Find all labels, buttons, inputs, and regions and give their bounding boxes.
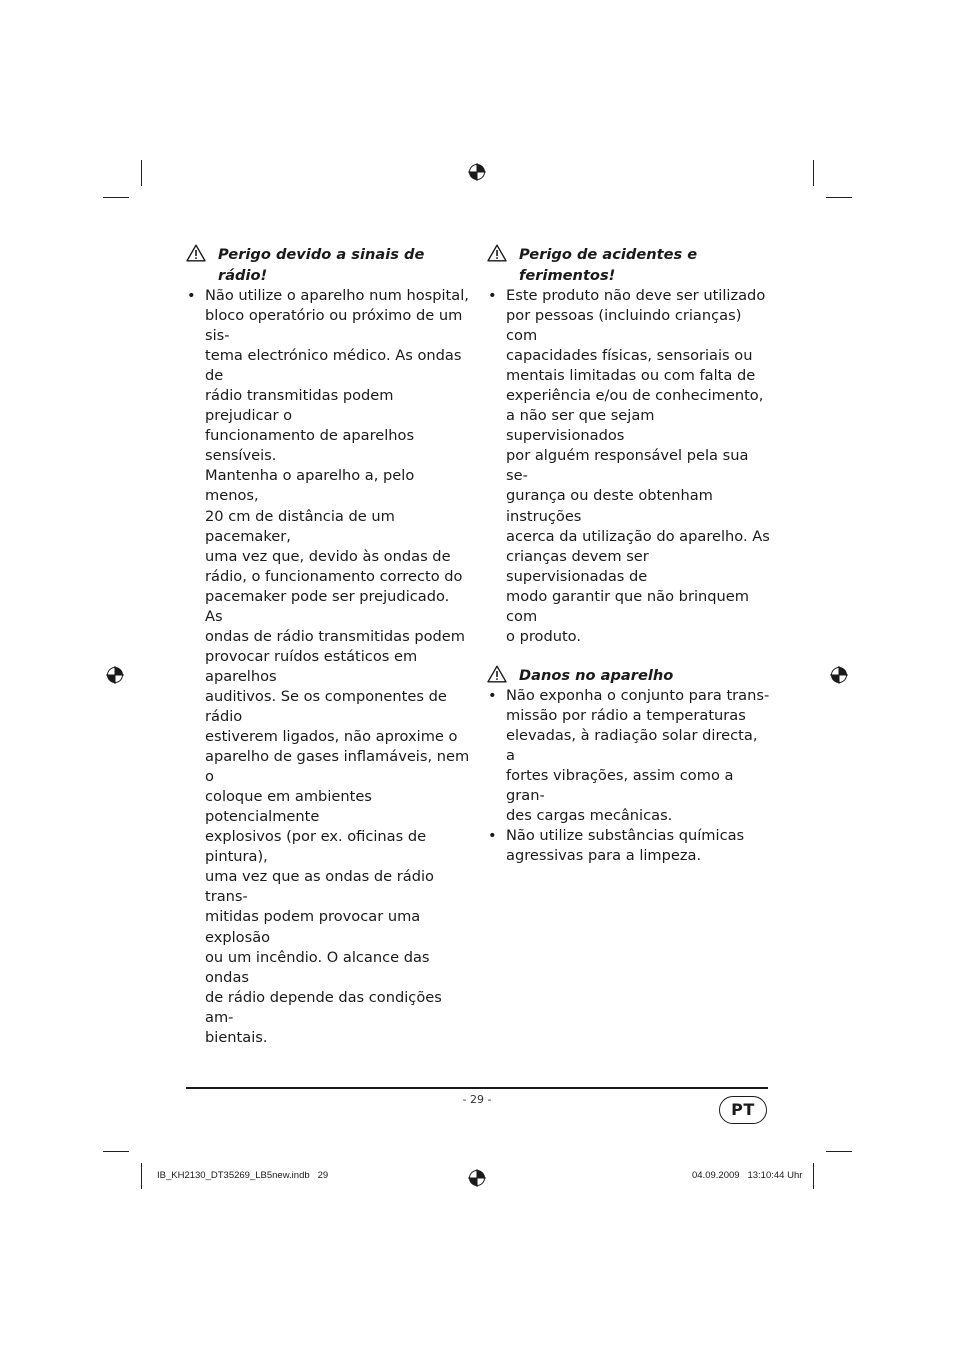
list-item-text: Não utilize substâncias químicas agressivas para a limpeza. [506, 827, 745, 865]
crop-mark [103, 197, 129, 198]
list-item [186, 286, 471, 1048]
heading-text: Perigo de acidentes e ferimentos! [519, 246, 698, 284]
crop-mark [103, 1151, 129, 1152]
crop-mark [813, 1163, 814, 1189]
bullet-dot: • [488, 686, 497, 704]
page-number: - 29 - [462, 1093, 492, 1106]
warning-triangle-icon [186, 244, 206, 262]
crop-mark [141, 160, 142, 186]
heading-text: Danos no aparelho [519, 666, 674, 684]
radio-signal-danger-section [186, 244, 471, 1048]
bullet-list [186, 286, 471, 1048]
registration-mark-icon [468, 1169, 486, 1187]
language-badge: PT [719, 1096, 767, 1124]
section-heading [487, 244, 771, 286]
bullet-dot: • [488, 287, 497, 304]
registration-mark-icon [830, 666, 848, 684]
list-item-text: Este produto não deve ser utilizado por pessoas (incluindo crianças) com capacidades físicas, sensoriais ou mentais limitadas ou com falta de experiência e/ou de conhecimento, a não ser que sejam supervisionados por alguém responsável pela sua se- gurança ou deste obtenham instruções acerca da utilização do aparelho. As crianças devem ser supervisionadas de modo garantir que não brinquem com o produto. [506, 287, 770, 645]
registration-mark-icon [468, 163, 486, 181]
footer-rule [186, 1087, 768, 1089]
crop-mark [826, 1151, 852, 1152]
list-item [487, 826, 771, 866]
print-slug-timestamp: 04.09.2009 13:10:44 Uhr [692, 1170, 803, 1181]
crop-mark [813, 160, 814, 186]
print-slug-filename: IB_KH2130_DT35269_LB5new.indb 29 [157, 1170, 329, 1181]
crop-mark [141, 1163, 142, 1189]
bullet-dot: • [488, 827, 497, 845]
list-item [487, 286, 771, 647]
bullet-list [487, 686, 771, 866]
bullet-dot: • [187, 287, 196, 304]
heading-text: Perigo devido a sinais de rádio! [218, 246, 425, 284]
bullet-list [487, 286, 771, 647]
left-column [186, 244, 471, 1048]
device-damage-section [487, 665, 771, 866]
warning-triangle-icon [487, 665, 507, 683]
registration-mark-icon [106, 666, 124, 684]
section-heading [487, 665, 771, 686]
list-item-text: Não utilize o aparelho num hospital, bloco operatório ou próximo de um sis- tema electrónico médico. As ondas de rádio transmitidas podem prejudicar o funcionamento de aparelhos sensíveis. Mantenha o aparelho a, pelo menos, 20 cm de distância de um pacemaker, uma vez que, devido às ondas de rádio, o funcionamento correcto do pacemaker pode ser prejudicado. As ondas de rádio transmitidas podem provocar ruídos estáticos em aparelhos auditivos. Se os componentes de rádio estiverem ligados, não aproxime o aparelho de gases inflamáveis, nem o coloque em ambientes potencialmente explosivos (por ex. oficinas de pintura), uma vez que as ondas de rádio trans- mitidas podem provocar uma explosão ou um incêndio. O alcance das ondas de rádio depende das condições am- bientais. [205, 287, 470, 1046]
warning-triangle-icon [487, 244, 507, 262]
list-item-text: Não exponha o conjunto para trans- missão por rádio a temperaturas elevadas, à radiação solar directa, a fortes vibrações, assim como a gran- des cargas mecânicas. [506, 686, 770, 825]
list-item [487, 686, 771, 826]
accident-injury-danger-section [487, 244, 771, 647]
section-heading [186, 244, 471, 286]
right-column [487, 244, 771, 866]
crop-mark [826, 197, 852, 198]
